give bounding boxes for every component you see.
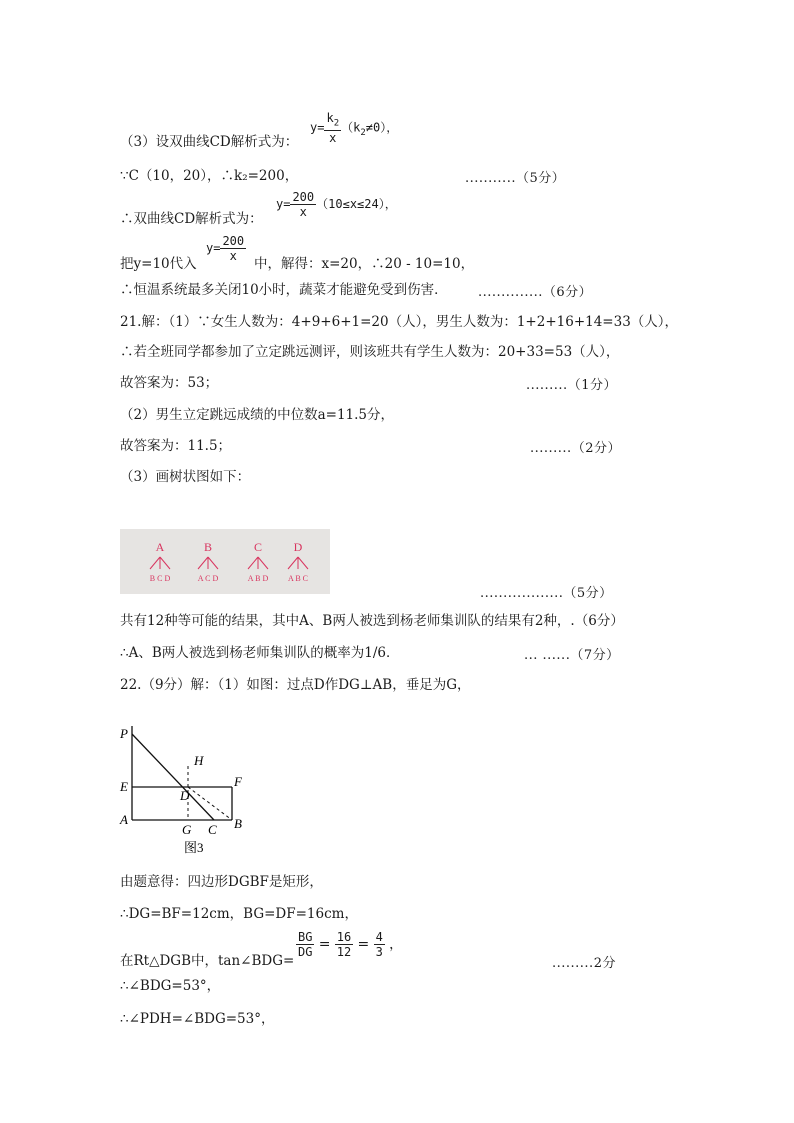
tree-branch <box>248 557 258 569</box>
fraction-denominator: 3 <box>375 945 383 959</box>
tree-diagram-photo <box>120 529 330 594</box>
label-B: B <box>234 816 242 831</box>
geometry-figure-3 <box>112 720 262 860</box>
score-dots-5: ...........（5分） <box>465 171 566 186</box>
condition-start: （k <box>341 120 361 135</box>
hyperbola-line-3: ∴双曲线CD解析式为： <box>120 211 263 227</box>
tree-branch <box>298 557 308 569</box>
q21-line-7: 共有12种等可能的结果，其中A、B两人被选到杨老师集训队的结果有2种，.（6分） <box>120 613 624 629</box>
q22-line-2: 由题意得：四边形DGBF是矩形， <box>120 874 323 890</box>
score-dots-7: ... ......（7分） <box>524 648 620 663</box>
tree-leaves-D: A B C <box>287 574 309 583</box>
line-PC <box>132 734 214 820</box>
condition-sub: 2 <box>360 128 366 139</box>
label-H: H <box>194 753 204 768</box>
score-dots-1: .........（1分） <box>526 378 617 393</box>
label-P: P <box>120 726 128 741</box>
fraction-4-3 <box>374 930 385 959</box>
formula-prefix: y= <box>310 120 325 135</box>
label-A: A <box>120 812 128 827</box>
q21-line-2: ∴若全班同学都参加了立定跳远测评，则该班共有学生人数为：20+33=53（人）， <box>120 344 620 360</box>
formula-hyperbola-general <box>310 111 398 145</box>
q21-line-3: 故答案为：53； <box>120 375 219 391</box>
formula-prefix: y= <box>206 241 221 255</box>
formula-substitution <box>206 234 246 263</box>
tail: ， <box>389 936 403 953</box>
q21-line-8: ∴A、B两人被选到杨老师集训队的概率为1/6． <box>120 645 400 661</box>
tree-branch <box>258 557 268 569</box>
tree-root-C: C <box>253 540 263 554</box>
q21-line-1: 21.解：（1）∵女生人数为：4+9+6+1=20（人），男生人数为：1+2+16+14=33（人）， <box>120 314 679 330</box>
tree-root-D: D <box>293 540 303 554</box>
fraction-numerator: BG <box>298 930 313 944</box>
label-G: G <box>182 822 192 837</box>
label-D: D <box>180 788 190 803</box>
score-dots-2b: .........2分 <box>552 956 616 971</box>
fraction-numerator: 4 <box>375 930 383 944</box>
tail: ， <box>384 197 397 211</box>
label-C: C <box>208 822 217 837</box>
equals: = <box>318 936 331 953</box>
fraction-numerator <box>324 111 341 131</box>
q22-line-6: ∴∠PDH=∠BDG=53°， <box>120 1011 275 1027</box>
q22-line-4-prefix: 在Rt△DGB中，tan∠BDG= <box>120 953 295 969</box>
tan-formula <box>296 930 403 959</box>
fraction-16-12 <box>335 930 353 959</box>
tree-leaves-B: A C D <box>197 574 219 583</box>
label-E: E <box>120 779 128 794</box>
fraction-bg-dg <box>296 930 314 959</box>
fraction-denominator: x <box>299 205 307 219</box>
score-dots-5b: ..................（5分） <box>480 586 613 601</box>
fraction <box>324 111 341 145</box>
fraction <box>290 190 316 219</box>
q22-line-5: ∴∠BDG=53°， <box>120 978 221 994</box>
q22-line-3: ∴DG=BF=12cm，BG=DF=16cm， <box>120 906 358 922</box>
fraction-numerator: 200 <box>292 190 315 204</box>
hyperbola-line-1 <box>120 133 298 151</box>
tree-branch <box>160 557 170 569</box>
label-F: F <box>234 774 242 789</box>
fraction-denominator: DG <box>298 945 313 959</box>
formula-prefix: y= <box>276 197 291 211</box>
fraction-denominator: x <box>229 249 237 263</box>
tree-group <box>150 540 308 583</box>
tree-branch <box>288 557 298 569</box>
score-dots-6: ..............（6分） <box>478 285 593 300</box>
tree-leaves-A: B C D <box>149 574 171 583</box>
fraction-numerator: 16 <box>336 930 352 944</box>
hyperbola-line-2: ∵C（10，20），∴k₂=200， <box>120 168 299 184</box>
fraction-denominator: x <box>329 131 337 146</box>
figure-caption: 图3 <box>184 840 204 855</box>
tree-branch <box>198 557 208 569</box>
tail: ， <box>386 120 399 135</box>
tree-diagram <box>120 529 330 594</box>
num-sub: 2 <box>333 118 340 129</box>
q22-line-1: 22.（9分）解：（1）如图：过点D作DG⊥AB，垂足为G， <box>120 677 471 693</box>
q21-line-6: （3）画树状图如下： <box>120 469 251 485</box>
tree-branch <box>208 557 218 569</box>
line-text: （3）设双曲线CD解析式为： <box>120 134 299 150</box>
q21-line-4: （2）男生立定跳远成绩的中位数a=11.5分， <box>120 407 395 423</box>
tree-leaves-C: A B D <box>247 574 269 583</box>
tree-root-B: B <box>203 540 213 554</box>
score-dots-2: .........（2分） <box>530 441 621 456</box>
fraction <box>220 234 246 263</box>
hyperbola-line-5: ∴恒温系统最多关闭10小时，蔬菜才能避免受到伤害． <box>120 282 448 298</box>
tree-root-A: A <box>155 540 165 554</box>
tree-branch <box>150 557 160 569</box>
hyperbola-line-4-label: 把y=10代入 <box>120 256 197 272</box>
equals: = <box>357 936 370 953</box>
hyperbola-line-4-tail: 中，解得：x=20，∴20 - 10=10， <box>254 256 475 272</box>
fraction-numerator: 200 <box>222 234 245 248</box>
fraction-denominator: 12 <box>336 945 352 959</box>
num-main: k <box>326 111 334 125</box>
condition-end: ≠0） <box>365 120 387 135</box>
formula-hyperbola-specific <box>276 190 397 219</box>
q21-line-5: 故答案为：11.5； <box>120 438 232 454</box>
condition: （10≤x≤24） <box>316 197 385 211</box>
